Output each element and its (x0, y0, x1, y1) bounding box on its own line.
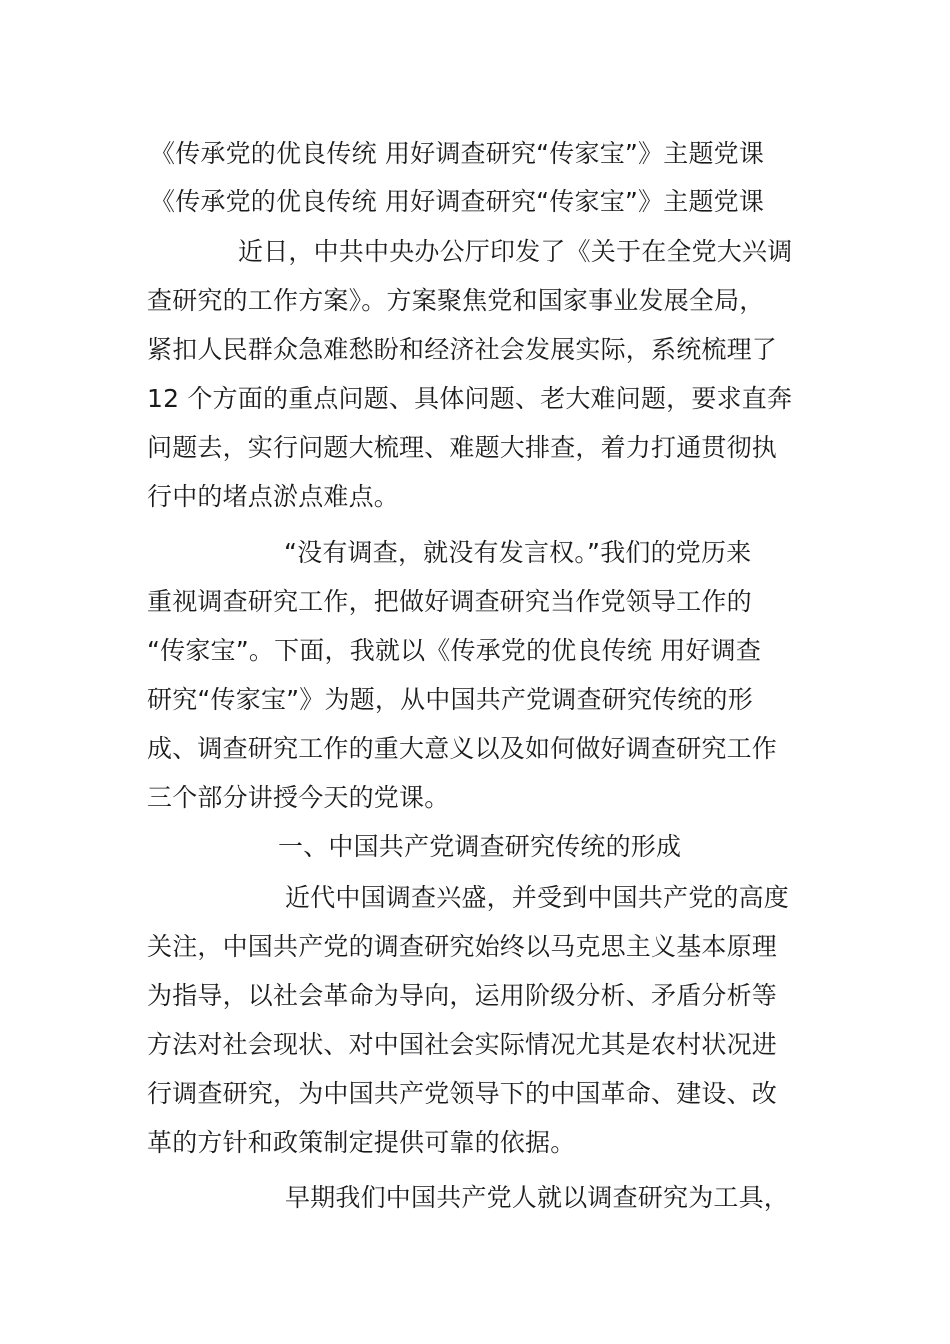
paragraph-2-line-6: 三个部分讲授今天的党课。 (147, 783, 450, 812)
paragraph-1-line-5: 问题去，实行问题大梳理、难题大排查，着力打通贯彻执 (147, 433, 778, 462)
paragraph-1-line-4: 12 个方面的重点问题、具体问题、老大难问题，要求直奔 (147, 384, 793, 413)
section-paragraph-1-line-5: 行调查研究，为中国共产党领导下的中国革命、建设、改 (147, 1079, 778, 1108)
section-paragraph-1-line-1: 近代中国调查兴盛，并受到中国共产党的高度 (285, 883, 790, 912)
section-heading: 一、中国共产党调查研究传统的形成 (278, 832, 682, 861)
paragraph-1-line-2: 查研究的工作方案》。方案聚焦党和国家事业发展全局， (147, 286, 765, 315)
section-paragraph-1-line-2: 关注，中国共产党的调查研究始终以马克思主义基本原理 (147, 932, 778, 961)
section-paragraph-1-line-3: 为指导，以社会革命为导向，运用阶级分析、矛盾分析等 (147, 981, 778, 1010)
section-paragraph-1-line-4: 方法对社会现状、对中国社会实际情况尤其是农村状况进 (147, 1030, 778, 1059)
paragraph-2-line-5: 成、调查研究工作的重大意义以及如何做好调查研究工作 (147, 734, 778, 763)
paragraph-1-line-1: 近日，中共中央办公厅印发了《关于在全党大兴调 (238, 237, 793, 266)
paragraph-2-line-1: “没有调查，就没有发言权。”我们的党历来 (284, 538, 752, 567)
paragraph-2-line-4: 研究“传家宝”》为题，从中国共产党调查研究传统的形 (147, 685, 753, 714)
paragraph-1-line-6: 行中的堵点淤点难点。 (147, 482, 400, 511)
document-title-repeat: 《传承党的优良传统 用好调查研究“传家宝”》主题党课 (150, 187, 765, 216)
paragraph-1-line-3: 紧扣人民群众急难愁盼和经济社会发展实际，系统梳理了 (147, 335, 778, 364)
section-paragraph-1-line-6: 革的方针和政策制定提供可靠的依据。 (147, 1128, 576, 1157)
document-title: 《传承党的优良传统 用好调查研究“传家宝”》主题党课 (150, 139, 765, 168)
paragraph-2-line-2: 重视调查研究工作，把做好调查研究当作党领导工作的 (147, 587, 752, 616)
section-paragraph-2-line-1: 早期我们中国共产党人就以调查研究为工具， (285, 1183, 790, 1212)
paragraph-2-line-3: “传家宝”。下面，我就以《传承党的优良传统 用好调查 (147, 636, 762, 665)
